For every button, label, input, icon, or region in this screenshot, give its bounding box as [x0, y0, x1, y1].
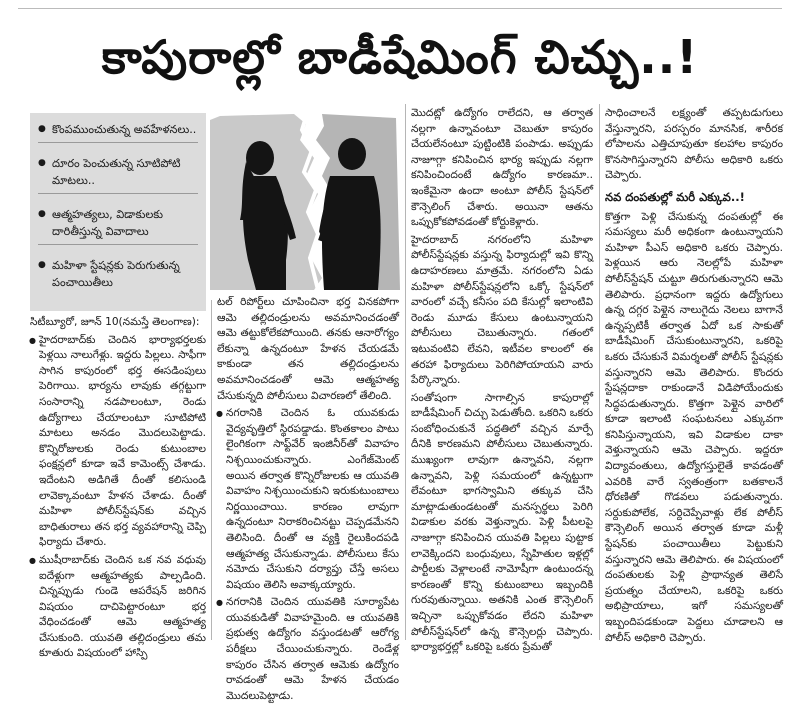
article-column-2 [217, 295, 399, 702]
sidebar-item: ● దూరం పెంచుతున్న సూటిపోటి మాటలు.. [38, 155, 198, 194]
couple-silhouette-image [210, 110, 400, 290]
article-paragraph: ● హైదరాబాద్‌కు చెందిన భార్యాభర్తలకు పెళ్లయి నాలుగేళ్లు. ఇద్దరు పిల్లలు. సాఫీగా సాగిన కాపురంలో భర్త ఈసడింపులు పెరిగాయి. భార్యను లావుకు తగ్గట్టుగా సంసారాన్ని నడపాలంటూ, రెండు ఉద్యోగాలు చేయాలంటూ సూటిపోటి మాటలు అనడం మొదలుపెట్టాడు. కొన్నిరోజులకు రెండు కుటుంబాల ఫంక్షన్లలో కూడా ఇవే కామెంట్స్ చేశాడు. ఇదేంటని అడిగితే దీంతో కలిసుండి లావెక్కావంటూ హేళన చేశాడు. దీంతో మహిళా పోలీస్‌స్టేషన్‌కు వచ్చిన బాధితురాలు తన భర్త వ్యవహారాన్ని చెప్పి ఫిర్యాదు చేశారు. [30, 333, 206, 551]
section-subhead: నవ దంపతుల్లో మరీ ఎక్కువ..! [605, 189, 745, 204]
article-paragraph: సంతోషంగా సాగాల్సిన కాపురాల్లో బాడీషేమింగ్ చిచ్చు పెడుతోంది. ఒకరిని ఒకరు సంబోధించుకునే పద్ధతిలో వచ్చిన మార్పే దీనికి కారణమని పోలీసులు చెబుతున్నారు. ముఖ్యంగా లావుగా ఉన్నావని, నల్లగా ఉన్నావని, పెళ్లి సమయంలో ఉన్నట్టుగా లేవంటూ భాగస్వామిని తక్కువ చేసి మాట్లాడుతుండటంతో మనస్పర్థలు పెరిగి విడాకుల వరకు వెళ్తున్నారు. పెళ్లి పీటలపై నాజూగ్గా కనిపించిన యువతి పిల్లలు పుట్టాక లావెక్కిందని బంధువులు, స్నేహితుల ఇళ్లల్లో పార్టీలకు వెళ్లాలంటే నామోషీగా ఉంటుందన్న కారణంతో కొన్ని కుటుంబాలు ఇబ్బందికి గురవుతున్నాయి. అతనికి ఎంత కౌన్సెలింగ్ ఇచ్చినా ఒప్పుకోవడం లేదని మహిళా పోలీస్‌స్టేషన్‌లో ఉన్న కౌన్సెలర్లు చెప్పారు. భార్యాభర్తల్లో ఒకరిపై ఒకరు ప్రేమతో [411, 391, 593, 654]
article-paragraph: ● నగరానికి చెందిన యువతికి సూర్యాపేట యువకుడితో వివాహమైంది. ఆ యువతికి ప్రభుత్వ ఉద్యోగం వస్తుండటతో ఆరోగ్య పరీక్షలు చేయించుకున్నారు. రెండేళ్ల కాపురం చేసిన తర్వాత ఆమెకు ఉద్యోగం రావడంతో ఆమె హేళన చేయడం మొదలుపెట్టాడు. [217, 595, 399, 704]
article-column-1 [30, 315, 206, 660]
column-divider [405, 104, 406, 640]
article-column-4 [605, 106, 783, 644]
column-divider [211, 300, 212, 640]
sidebar-item: ● మహిళా స్టేషన్లకు పెరుగుతున్న పంచాయితీలు [38, 257, 198, 295]
article-paragraph: ● నగరానికి చెందిన ఓ యువకుడు వైద్యవృత్తిలో స్థిరపడ్డాడు. కొంతకాలం పాటు లైంగికంగా సాఫ్ట్‌వేర్ ఇంజినీర్‌తో వివాహం నిశ్చయించుకున్నారు. ఎంగేజ్‌మెంట్ అయిన తర్వాత కొన్నిరోజులకు ఆ యువతి వివాహం నిశ్చయించుకుని ఇరుకుటుంబాలు నిర్ణయించాయి. కారణం లావుగా ఉన్నదంటూ నిరాకరించినట్టు చెప్పడమేనని తెలిసింది. దీంతో ఆ వ్యక్తి రైలుకిందపడి ఆత్మహత్య చేసుకున్నాడు. పోలీసులు కేసు నమోదు చేసుకుని దర్యాప్తు చేస్తే అసలు విషయం తెలిసి అవాక్కయ్యారు. [217, 406, 399, 593]
headline: కాపురాల్లో బాడీషేమింగ్ చిచ్చు..! [101, 30, 699, 84]
couple-photo [210, 110, 400, 290]
article-column-3 [411, 106, 593, 654]
article-paragraph: సాధించాలనే లక్ష్యంతో తప్పటడుగులు వేస్తున్నారని, పరస్పరం మానసిక, శారీరక లోపాలను ఎత్తిచూపుతూ కలహాల కాపురం కొనసాగిస్తున్నారని పోలీసు అధికారి ఒకరు చెప్పారు. [605, 107, 783, 182]
article-paragraph: టల్ రిపోర్ట్‌లు చూపించినా భర్త వినకపోగా ఆమె తల్లిదండ్రులను అవమానించడంతో ఆమె తట్టుకోలేకపోయింది. తనకు ఆనారోగ్యం లేకున్నా ఉన్నదంటూ హేళన చేయడమే కాకుండా తన తల్లిదండ్రులను అవమానించడంతో ఆమె ఆత్మహత్య చేసుకున్నది పోలీసులు విచారణలో తేలింది. [217, 296, 399, 402]
dateline: సిటీబ్యూరో, జూన్ 10(నమస్తే తెలంగాణ): [30, 316, 200, 328]
article-paragraph: ● ముషీరాబాద్‌కు చెందిన ఒక నవ వధువు ఐదేళ్లుగా ఆత్మహత్యకు పాల్పడింది. చిన్నప్పుడు గుండె ఆపరేషన్ జరిగిన విషయం దాచిపెట్టారంటూ భర్త వేధించడంతో ఆమె ఆత్మహత్య చేసుకుంది. యువతి తల్లిదండ్రులు తమ కూతురు విషయంలో హాస్పి [30, 553, 206, 662]
top-rule [18, 8, 782, 9]
article-paragraph: హైదరాబాద్ నగరంలోని మహిళా పోలీస్‌స్టేషన్లకు వస్తున్న ఫిర్యాదుల్లో ఇవి కొన్ని ఉదాహరణలు మాత్రమే. నగరంలోని ఏడు మహిళా పోలీస్‌స్టేషన్లలోని ఒక్కో స్టేషన్‌లో వారంలో వచ్చే కనీసం పది కేసుల్లో ఇలాంటివి రెండు మూడు కేసులు ఉంటున్నాయని పోలీసులు చెబుతున్నారు. గతంలో ఇటువంటివి లేవని, ఇటీవల కాలంలో ఈ తరహా ఫిర్యాదులు పెరిగిపోయాయని వారు పేర్కొన్నారు. [411, 233, 593, 387]
sidebar-item: ● ఆత్మహత్యలు, విడాకులకు దారితీస్తున్న వివాదాలు [38, 206, 198, 245]
sidebar-highlights [30, 113, 206, 311]
sidebar-item: ● కొంపముంచుతున్న అవహేళనలు.. [38, 121, 198, 143]
column-divider [599, 104, 600, 640]
article-paragraph: కొత్తగా పెళ్లి చేసుకున్న దంపతుల్లో ఈ సమస్యలు మరీ అధికంగా ఉంటున్నాయని మహిళా పీఎస్ అధికారి ఒకరు చెప్పారు. పెళ్లయిన ఆరు నెలల్లోపే మహిళా పోలీస్‌స్టేషన్ చుట్టూ తిరుగుతున్నారని ఆమె తెలిపారు. ప్రధానంగా ఇద్దరు ఉద్యోగులు ఉన్న దగ్గర పెళ్లైన నాలుగైదు నెలలు బాగానే ఉన్నప్పటికీ తర్వాత ఏదో ఒక సాకుతో బాడీషేమింగ్ చేసుకుంటున్నారని, ఒకరిపై ఒకరు చేసుకునే విమర్శలతో పోలీస్ స్టేషన్లకు వస్తున్నారని ఆమె తెలిపారు. కొందరు స్టేషన్లదాకా రాకుండానే విడిపోయేందుకు సిద్ధపడుతున్నారు. కొత్తగా పెళ్లైన వారిలో కూడా ఇలాంటి సంఘటనలు ఎక్కువగా కనిపిస్తున్నాయని, ఇవి విడాకుల దాకా వెళ్తున్నాయని ఆమె చెప్పారు. ఇద్దరూ విద్యావంతులు, ఉద్యోగస్తులైతే కావడంతో ఎవరికి వారే స్వతంత్రంగా బతకాలనే ధోరణితో గొడవలు పడుతున్నారు. సర్దుకుపోలేక, సర్దిచెప్పేవాళ్లు లేక పోలీస్ కౌన్సెలింగ్ అయిన తర్వాత కూడా మళ్లీ స్టేషన్‌కు పంచాయితీలు పెట్టుకుని వస్తున్నారని ఆమె తెలిపారు. ఈ విషయంలో దంపతులకు పెళ్లి ప్రాథాన్యత తెలిసే ప్రయత్నం చేయాలని, ఒకరిపై ఒకరు అభిప్రాయాలు, ఇగో సమస్యలతో ఇబ్బందిపడకుండా పెద్దలు చూడాలని ఆ పోలీస్ అధికారి చెప్పారు. [605, 210, 783, 644]
article-paragraph: మొదట్లో ఉద్యోగం రాలేదని, ఆ తర్వాత నల్లగా ఉన్నావంటూ చెబుతూ కాపురం చేయలేనంటూ పుట్టింటికి పంపాడు. అప్పుడు నాజూగ్గా కనిపించిన భార్య ఇప్పుడు నల్లగా కనిపించిందంటే ఉద్యోగం కారణమా.. ఇంకేమైనా ఉందా అంటూ పోలీస్ స్టేషన్‌లో కౌన్సెలింగ్ చేశారు. అయినా ఆతను ఒప్పుకోకపోవడంతో కోర్టుకెళ్లారు. [411, 107, 593, 229]
